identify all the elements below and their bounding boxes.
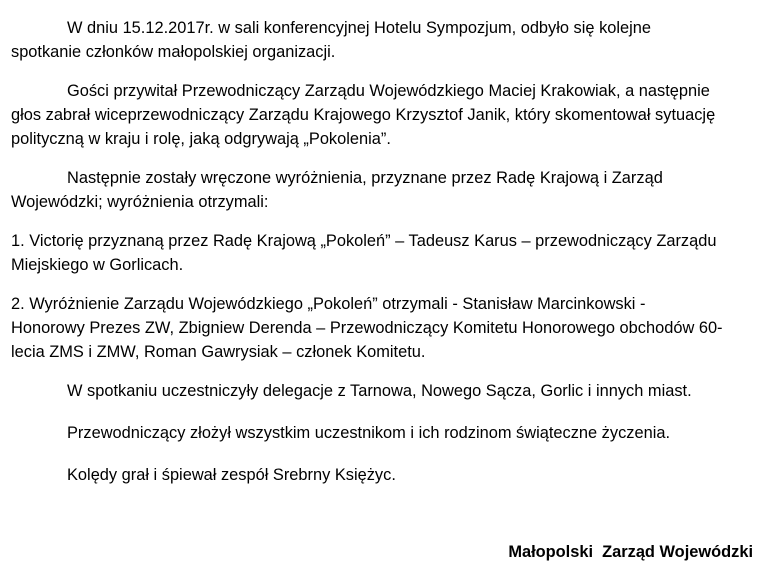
document-body: [11, 16, 763, 505]
paragraph-meeting-intro: [11, 16, 763, 64]
signature: Małopolski Zarząd Wojewódzki: [508, 543, 753, 561]
paragraph-award-2: [11, 292, 763, 364]
paragraph-award-1: [11, 229, 763, 277]
text-line: Honorowy Prezes ZW, Zbigniew Derenda – Przewodniczący Komitetu Honorowego obchodów 60-: [11, 319, 723, 337]
paragraph-delegations: [11, 379, 763, 403]
text-line: W spotkaniu uczestniczyły delegacje z Tarnowa, Nowego Sącza, Gorlic i innych miast.: [67, 382, 692, 400]
text-line: Kolędy grał i śpiewał zespół Srebrny Księżyc.: [67, 466, 396, 484]
text-line: spotkanie członków małopolskiej organizacji.: [11, 43, 336, 61]
paragraph-carols: [11, 463, 763, 487]
text-line: Przewodniczący złożył wszystkim uczestnikom i ich rodzinom świąteczne życzenia.: [67, 424, 671, 442]
text-line: 1. Victorię przyznaną przez Radę Krajową „Pokoleń” – Tadeusz Karus – przewodniczący Zarządu: [11, 232, 717, 250]
text-line: Gości przywitał Przewodniczący Zarządu Wojewódzkiego Maciej Krakowiak, a następnie: [67, 82, 710, 100]
text-line: Następnie zostały wręczone wyróżnienia, przyznane przez Radę Krajową i Zarząd: [67, 169, 663, 187]
text-line: Miejskiego w Gorlicach.: [11, 256, 184, 274]
text-line: W dniu 15.12.2017r. w sali konferencyjnej Hotelu Sympozjum, odbyło się kolejne: [67, 19, 652, 37]
text-line: Wojewódzki; wyróżnienia otrzymali:: [11, 193, 269, 211]
text-line: 2. Wyróżnienie Zarządu Wojewódzkiego „Pokoleń” otrzymali - Stanisław Marcinkowski -: [11, 295, 646, 313]
text-line: lecia ZMS i ZMW, Roman Gawrysiak – członek Komitetu.: [11, 343, 426, 361]
text-line: polityczną w kraju i rolę, jaką odgrywają „Pokolenia”.: [11, 130, 391, 148]
paragraph-awards-intro: [11, 166, 763, 214]
text-line: głos zabrał wiceprzewodniczący Zarządu Krajowego Krzysztof Janik, który skomentował sytuację: [11, 106, 716, 124]
paragraph-wishes: [11, 421, 763, 445]
paragraph-welcome: [11, 79, 763, 151]
